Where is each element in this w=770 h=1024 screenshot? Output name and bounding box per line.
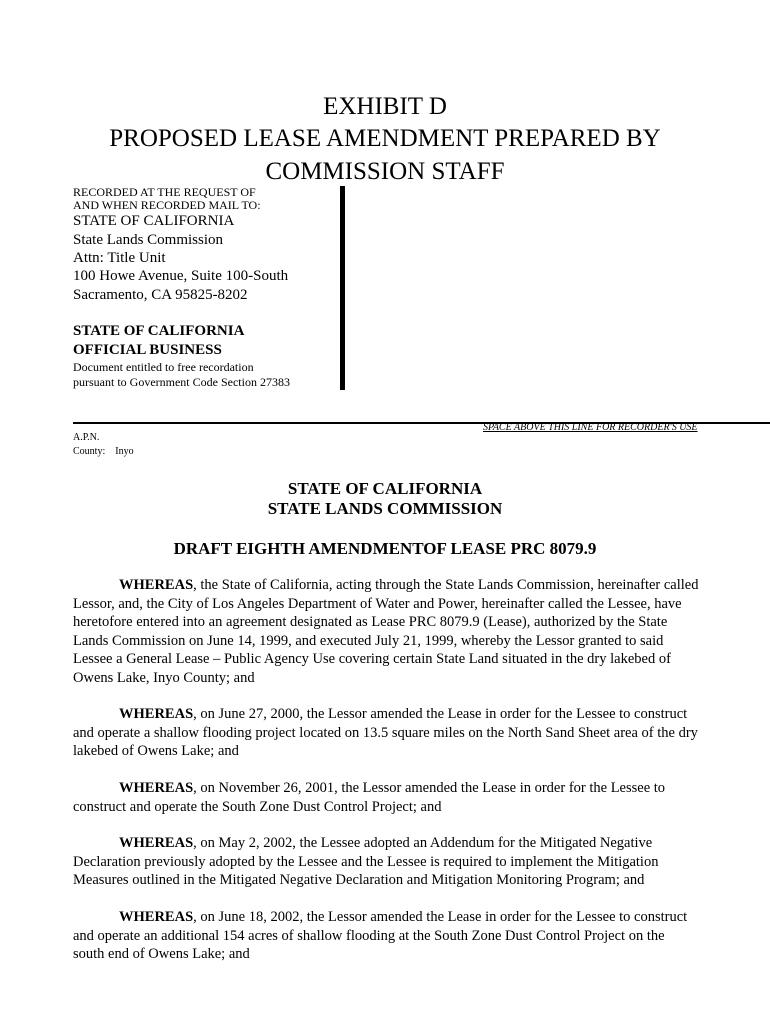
county-label: County:	[73, 446, 106, 457]
whereas-paragraph-1	[73, 576, 718, 687]
recipient-state: STATE OF CALIFORNIA	[73, 213, 235, 229]
county-value: Inyo	[115, 446, 134, 457]
whereas-keyword: WHEREAS	[119, 706, 194, 722]
recipient-address1: 100 Howe Avenue, Suite 100-South	[73, 268, 289, 284]
recipient-commission: State Lands Commission	[73, 232, 223, 248]
document-title-line2: COMMISSION STAFF	[265, 158, 505, 185]
whereas-keyword: WHEREAS	[119, 835, 194, 851]
recipient-address2: Sacramento, CA 95825-8202	[73, 287, 248, 303]
whereas-paragraph-2	[73, 705, 718, 761]
paragraph-line: Lands Commission on June 14, 1999, and executed July 21, 1999, whereby the Lessor granted to said	[73, 632, 664, 649]
paragraph-line: Owens Lake, Inyo County; and	[73, 669, 255, 686]
paragraph-line: , on May 2, 2002, the Lessee adopted an Addendum for the Mitigated Negative	[193, 835, 653, 851]
body-heading-commission: STATE LANDS COMMISSION	[267, 499, 503, 518]
recorded-request-line2: AND WHEN RECORDED MAIL TO:	[73, 198, 261, 212]
paragraph-line: , the State of California, acting through the State Lands Commission, hereinafter called	[193, 577, 699, 593]
whereas-paragraph-4	[73, 834, 718, 890]
body-heading-state: STATE OF CALIFORNIA	[287, 479, 483, 498]
recorded-request-line1: RECORDED AT THE REQUEST OF	[73, 185, 256, 199]
paragraph-line: Declaration previously adopted by the Lessee and the Lessee is required to implement the Mitigation	[73, 853, 659, 870]
free-recordation-line1: Document entitled to free recordation	[73, 360, 254, 374]
draft-amendment-title: DRAFT EIGHTH AMENDMENTOF LEASE PRC 8079.9	[173, 539, 597, 558]
recorder-use-note: SPACE ABOVE THIS LINE FOR RECORDER'S USE	[483, 422, 698, 433]
apn-label: A.P.N.	[73, 432, 100, 443]
county-row	[73, 446, 134, 458]
paragraph-line: Measures outlined in the Mitigated Negative Declaration and Mitigation Monitoring Program; and	[73, 872, 645, 888]
paragraph-line: heretofore entered into an agreement designated as Lease PRC 8079.9 (Lease), authorized by the State	[73, 614, 668, 630]
paragraph-line: construct and operate the South Zone Dust Control Project; and	[73, 798, 442, 815]
paragraph-line: south end of Owens Lake; and	[73, 946, 250, 962]
paragraph-line: Lessee a General Lease – Public Agency Use covering certain State Land situated in the dry lakebed of	[73, 651, 671, 667]
whereas-keyword: WHEREAS	[119, 780, 194, 796]
free-recordation-line2: pursuant to Government Code Section 27383	[73, 375, 290, 389]
paragraph-line: , on June 18, 2002, the Lessor amended the Lease in order for the Lessee to construct	[193, 909, 688, 925]
exhibit-label: EXHIBIT D	[323, 93, 447, 120]
whereas-paragraph-3	[73, 779, 718, 816]
paragraph-line: , on November 26, 2001, the Lessor amended the Lease in order for the Lessee to	[193, 780, 666, 796]
paragraph-line: lakebed of Owens Lake; and	[73, 743, 239, 759]
paragraph-line: Lessor, and, the City of Los Angeles Department of Water and Power, hereinafter called the Lessee, have	[73, 595, 682, 612]
paragraph-line: and operate a shallow flooding project located on 13.5 square miles on the North Sand Sheet area of the dry	[73, 724, 698, 741]
document-title-line1: PROPOSED LEASE AMENDMENT PREPARED BY	[109, 125, 661, 152]
whereas-keyword: WHEREAS	[119, 909, 194, 925]
paragraph-line: , on June 27, 2000, the Lessor amended the Lease in order for the Lessee to construct	[193, 706, 688, 722]
paragraph-line: and operate an additional 154 acres of shallow flooding at the South Zone Dust Control Project on the	[73, 927, 665, 944]
official-business: OFFICIAL BUSINESS	[73, 342, 222, 358]
whereas-paragraph-5	[73, 908, 718, 964]
recipient-attn: Attn: Title Unit	[73, 250, 166, 266]
recording-divider-bar	[340, 186, 345, 390]
whereas-keyword: WHEREAS	[119, 577, 194, 593]
official-state: STATE OF CALIFORNIA	[73, 323, 245, 339]
